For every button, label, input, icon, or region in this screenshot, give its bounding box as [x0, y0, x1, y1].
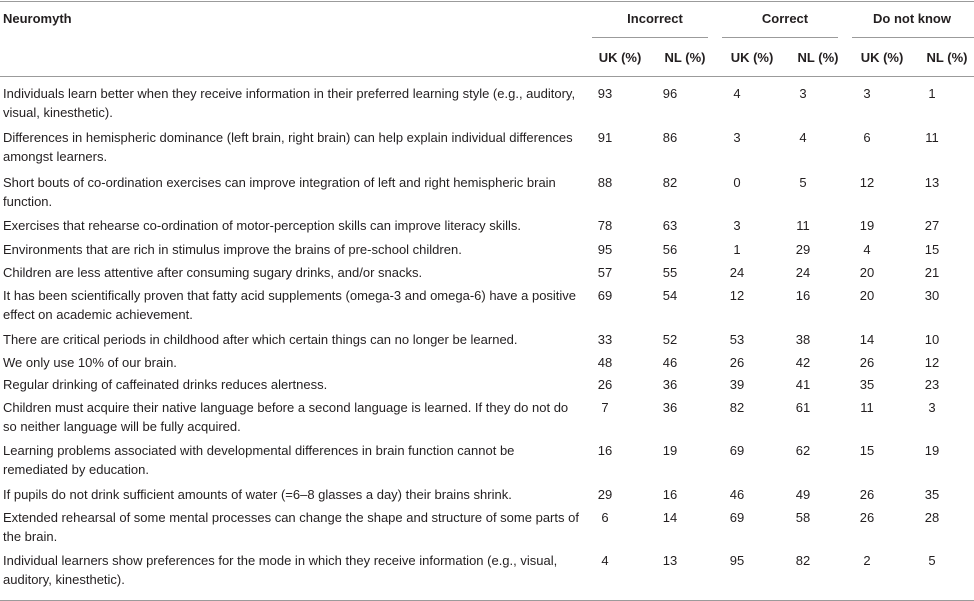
- percent-cell: 4: [799, 130, 807, 145]
- neuromyth-statement: Differences in hemispheric dominance (left brain, right brain) can help explain individual differences amongst learners.: [3, 130, 573, 164]
- percent-cell: 16: [662, 487, 678, 502]
- percent-cell: 20: [859, 265, 875, 280]
- percent-cell: 3: [733, 218, 741, 233]
- percent-cell: 3: [733, 130, 741, 145]
- neuromyth-statement: Learning problems associated with developmental differences in brain function cannot be remediated by education.: [3, 443, 515, 477]
- percent-cell: 33: [597, 332, 613, 347]
- percent-cell: 19: [859, 218, 875, 233]
- percent-cell: 36: [662, 377, 678, 392]
- percent-cell: 35: [859, 377, 875, 392]
- neuromyth-statement: We only use 10% of our brain.: [3, 355, 177, 370]
- percent-cell: 86: [662, 130, 678, 145]
- percent-cell: 41: [795, 377, 811, 392]
- percent-cell: 3: [799, 86, 807, 101]
- header-rule: [0, 76, 974, 77]
- percent-cell: 12: [729, 288, 745, 303]
- subheader-uk: UK (%): [598, 50, 642, 65]
- group-rule-incorrect: [592, 37, 708, 38]
- percent-cell: 15: [859, 443, 875, 458]
- subheader-nl: NL (%): [797, 50, 839, 65]
- percent-cell: 23: [924, 377, 940, 392]
- percent-cell: 29: [795, 242, 811, 257]
- percent-cell: 39: [729, 377, 745, 392]
- percent-cell: 11: [860, 400, 874, 415]
- group-rule-dont-know: [852, 37, 974, 38]
- neuromyth-statement: Children must acquire their native language before a second language is learned. If they do not do so neither language will be fully acquired.: [3, 400, 569, 434]
- percent-cell: 10: [924, 332, 940, 347]
- neuromyth-statement: If pupils do not drink sufficient amounts of water (=6–8 glasses a day) their brains shrink.: [3, 487, 512, 502]
- percent-cell: 62: [795, 443, 811, 458]
- neuromyth-statement: There are critical periods in childhood after which certain things can no longer be learned.: [3, 332, 518, 347]
- percent-cell: 11: [796, 218, 810, 233]
- percent-cell: 52: [662, 332, 678, 347]
- header-group-dont-know: Do not know: [873, 11, 951, 26]
- header-group-correct: Correct: [761, 11, 809, 26]
- percent-cell: 27: [924, 218, 940, 233]
- percent-cell: 82: [729, 400, 745, 415]
- percent-cell: 78: [597, 218, 613, 233]
- percent-cell: 6: [863, 130, 871, 145]
- neuromyth-statement: Children are less attentive after consuming sugary drinks, and/or snacks.: [3, 265, 423, 280]
- percent-cell: 36: [662, 400, 678, 415]
- subheader-uk: UK (%): [730, 50, 774, 65]
- percent-cell: 4: [863, 242, 871, 257]
- percent-cell: 14: [859, 332, 875, 347]
- neuromyth-statement: Individuals learn better when they receive information in their preferred learning style (e.g., auditory, visual, kinesthetic).: [3, 86, 576, 120]
- percent-cell: 30: [924, 288, 940, 303]
- percent-cell: 3: [928, 400, 936, 415]
- top-rule: [0, 1, 974, 2]
- neuromyth-statement: Exercises that rehearse co-ordination of motor-perception skills can improve literacy skills.: [3, 218, 522, 233]
- percent-cell: 26: [597, 377, 613, 392]
- percent-cell: 24: [795, 265, 811, 280]
- percent-cell: 1: [928, 86, 936, 101]
- percent-cell: 12: [924, 355, 940, 370]
- percent-cell: 16: [597, 443, 613, 458]
- header-neuromyth: Neuromyth: [3, 11, 72, 26]
- percent-cell: 3: [863, 86, 871, 101]
- percent-cell: 95: [597, 242, 613, 257]
- percent-cell: 4: [733, 86, 741, 101]
- percent-cell: 7: [601, 400, 609, 415]
- percent-cell: 48: [597, 355, 613, 370]
- percent-cell: 35: [924, 487, 940, 502]
- group-rule-correct: [722, 37, 838, 38]
- percent-cell: 13: [662, 553, 678, 568]
- percent-cell: 82: [795, 553, 811, 568]
- percent-cell: 5: [928, 553, 936, 568]
- percent-cell: 28: [924, 510, 940, 525]
- percent-cell: 26: [859, 487, 875, 502]
- percent-cell: 5: [799, 175, 807, 190]
- percent-cell: 46: [662, 355, 678, 370]
- percent-cell: 14: [662, 510, 678, 525]
- percent-cell: 26: [729, 355, 745, 370]
- percent-cell: 26: [859, 355, 875, 370]
- subheader-nl: NL (%): [926, 50, 968, 65]
- header-group-incorrect: Incorrect: [627, 11, 683, 26]
- percent-cell: 93: [597, 86, 613, 101]
- percent-cell: 20: [859, 288, 875, 303]
- neuromyth-statement: Individual learners show preferences for the mode in which they receive information (e.g., visual, auditory, kinesthetic).: [3, 553, 558, 587]
- percent-cell: 2: [863, 553, 871, 568]
- percent-cell: 61: [795, 400, 811, 415]
- percent-cell: 4: [601, 553, 609, 568]
- percent-cell: 56: [662, 242, 678, 257]
- percent-cell: 19: [924, 443, 940, 458]
- percent-cell: 15: [924, 242, 940, 257]
- percent-cell: 96: [662, 86, 678, 101]
- neuromyth-statement: Regular drinking of caffeinated drinks reduces alertness.: [3, 377, 328, 392]
- percent-cell: 69: [597, 288, 613, 303]
- neuromyth-statement: It has been scientifically proven that fatty acid supplements (omega-3 and omega-6) have a positive effect on academic achievement.: [3, 288, 577, 322]
- percent-cell: 91: [597, 130, 613, 145]
- neuromyth-statement: Extended rehearsal of some mental processes can change the shape and structure of some parts of the brain.: [3, 510, 579, 544]
- percent-cell: 16: [795, 288, 811, 303]
- percent-cell: 13: [924, 175, 940, 190]
- percent-cell: 57: [597, 265, 613, 280]
- percent-cell: 54: [662, 288, 678, 303]
- percent-cell: 55: [662, 265, 678, 280]
- percent-cell: 0: [733, 175, 741, 190]
- neuromyth-statement: Short bouts of co-ordination exercises can improve integration of left and right hemispheric brain function.: [3, 175, 556, 209]
- percent-cell: 46: [729, 487, 745, 502]
- percent-cell: 6: [601, 510, 609, 525]
- percent-cell: 69: [729, 443, 745, 458]
- percent-cell: 1: [733, 242, 741, 257]
- percent-cell: 49: [795, 487, 811, 502]
- percent-cell: 21: [924, 265, 940, 280]
- neuromyth-statement: Environments that are rich in stimulus improve the brains of pre-school children.: [3, 242, 462, 257]
- percent-cell: 82: [662, 175, 678, 190]
- percent-cell: 53: [729, 332, 745, 347]
- subheader-nl: NL (%): [664, 50, 706, 65]
- percent-cell: 11: [925, 130, 939, 145]
- percent-cell: 12: [859, 175, 875, 190]
- percent-cell: 19: [662, 443, 678, 458]
- percent-cell: 24: [729, 265, 745, 280]
- percent-cell: 38: [795, 332, 811, 347]
- percent-cell: 63: [662, 218, 678, 233]
- subheader-uk: UK (%): [860, 50, 904, 65]
- percent-cell: 95: [729, 553, 745, 568]
- percent-cell: 58: [795, 510, 811, 525]
- percent-cell: 88: [597, 175, 613, 190]
- percent-cell: 42: [795, 355, 811, 370]
- percent-cell: 69: [729, 510, 745, 525]
- percent-cell: 26: [859, 510, 875, 525]
- percent-cell: 29: [597, 487, 613, 502]
